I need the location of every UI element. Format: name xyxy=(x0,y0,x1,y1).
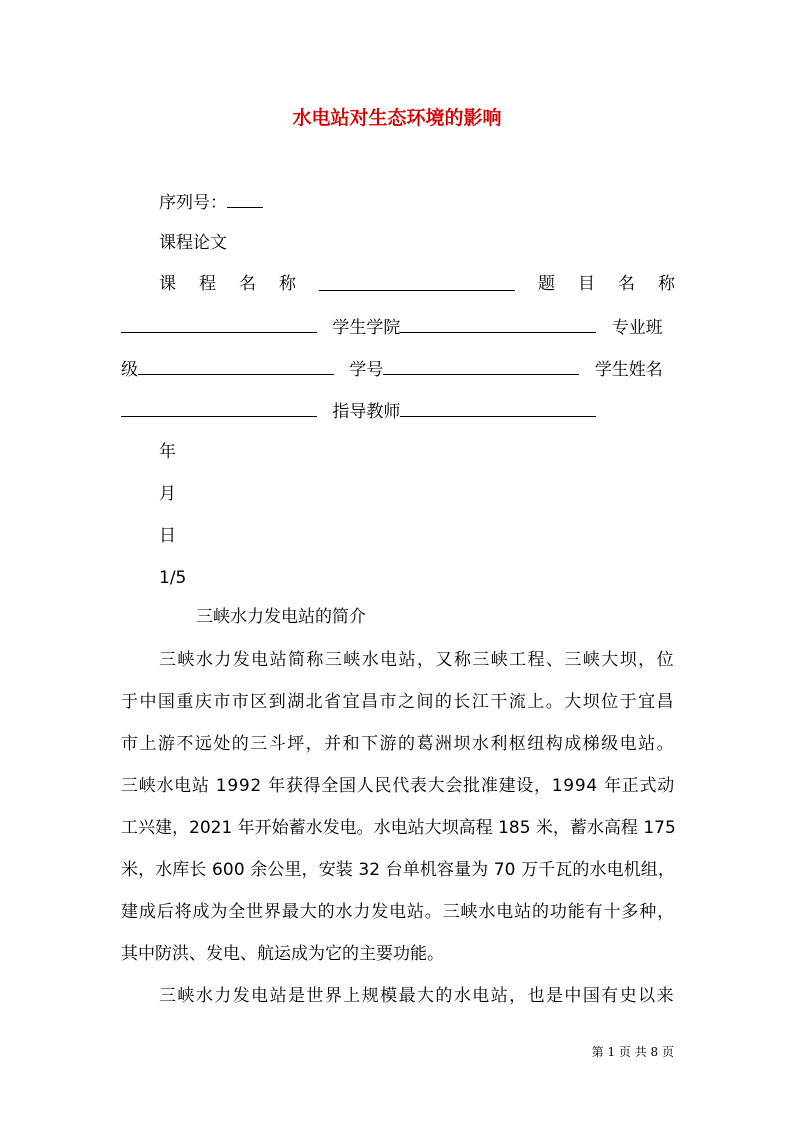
date-day: 日 xyxy=(159,526,176,546)
topic-name-char: 目 xyxy=(578,274,595,294)
advisor-line xyxy=(121,398,596,424)
student-id-blank xyxy=(383,356,579,375)
body-line: 三峡水电站 1992 年获得全国人民代表大会批准建设，1994 年正式动 xyxy=(121,776,675,796)
serial-blank xyxy=(227,189,263,208)
major-class-suffix: 级 xyxy=(121,360,138,380)
serial-label: 序列号： xyxy=(159,193,227,213)
page-footer: 第 1 页 共 8 页 xyxy=(591,1045,674,1059)
body-line: 其中防洪、发电、航运成为它的主要功能。 xyxy=(121,944,444,964)
course-name-blank xyxy=(319,272,515,291)
topic-name-char: 题 xyxy=(538,274,555,294)
college-blank xyxy=(400,314,596,333)
page-marker: 1/5 xyxy=(159,568,187,588)
college-line xyxy=(121,314,663,340)
student-name-label: 学生姓名 xyxy=(594,360,663,380)
body-line: 于中国重庆市市区到湖北省宜昌市之间的长江干流上。大坝位于宜昌 xyxy=(121,692,675,712)
document-title: 水电站对生态环境的影响 xyxy=(292,107,502,129)
course-name-char: 名 xyxy=(239,274,256,294)
student-id-label: 学号 xyxy=(349,360,384,380)
advisor-blank xyxy=(400,398,596,417)
college-label: 学生学院 xyxy=(332,318,401,338)
section-heading: 三峡水力发电站的简介 xyxy=(196,607,366,627)
body-line: 三峡水力发电站是世界上规模最大的水电站，也是中国有史以来 xyxy=(159,986,675,1006)
topic-name-char: 名 xyxy=(618,274,635,294)
student-id-line xyxy=(121,356,663,382)
body-line: 市上游不远处的三斗坪，并和下游的葛洲坝水利枢纽构成梯级电站。 xyxy=(121,734,675,754)
major-class-prefix: 专业班 xyxy=(611,318,663,338)
topic-name-blank xyxy=(121,314,317,333)
student-name-blank xyxy=(121,398,317,417)
topic-name-char: 称 xyxy=(658,274,675,294)
advisor-label: 指导教师 xyxy=(332,402,401,422)
body-line: 建成后将成为全世界最大的水力发电站。三峡水电站的功能有十多种， xyxy=(121,902,675,922)
serial-number-line xyxy=(159,189,263,215)
body-line: 米，水库长 600 余公里，安装 32 台单机容量为 70 万千瓦的水电机组， xyxy=(121,860,675,880)
course-name-char: 程 xyxy=(199,274,216,294)
course-name-char: 称 xyxy=(279,274,296,294)
date-month: 月 xyxy=(159,484,176,504)
course-topic-line xyxy=(159,272,675,296)
body-line: 工兴建，2021 年开始蓄水发电。水电站大坝高程 185 米，蓄水高程 175 xyxy=(121,818,676,838)
course-paper-label: 课程论文 xyxy=(159,233,227,253)
major-class-blank xyxy=(138,356,334,375)
date-year: 年 xyxy=(159,442,176,462)
body-line: 三峡水力发电站简称三峡水电站，又称三峡工程、三峡大坝，位 xyxy=(159,650,675,670)
course-name-char: 课 xyxy=(159,274,176,294)
